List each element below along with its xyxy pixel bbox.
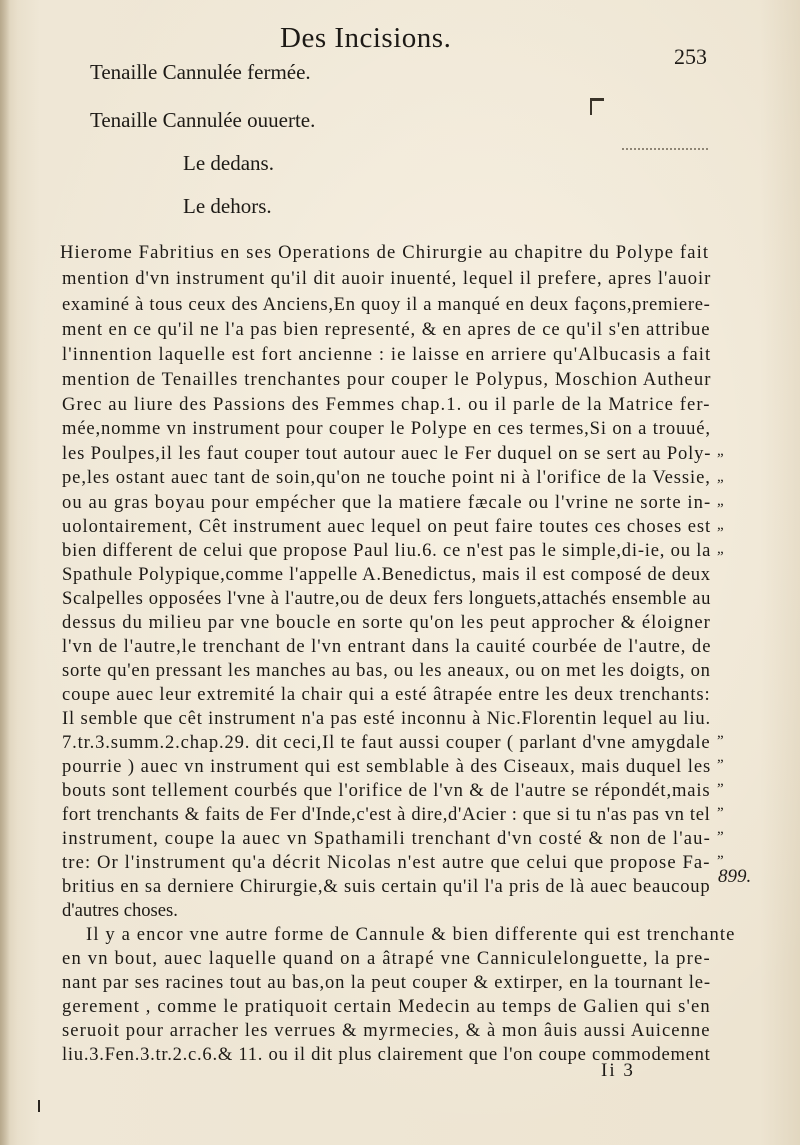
- text-line: d'autres choses.: [62, 900, 178, 921]
- text-line: mée,nomme vn instrument pour couper le Polype en ces termes,Si on a trouué,: [62, 418, 711, 439]
- signature-mark: Ii 3: [601, 1060, 635, 1081]
- text-line: coupe auec leur extremité la chair qui a esté âtrapée entre les deux trenchants:: [62, 684, 711, 705]
- quote-mark: „: [717, 443, 724, 459]
- ink-smudge: [622, 148, 708, 153]
- running-title: Des Incisions.: [280, 22, 452, 54]
- text-line: 7.tr.3.summ.2.chap.29. dit ceci,Il te faut aussi couper ( parlant d'vne amygdale: [62, 732, 711, 753]
- text-line: Scalpelles opposées l'vne à l'autre,ou de deux fers longuets,attachés ensemble au: [62, 588, 712, 609]
- text-line: nant par ses racines tout au bas,on la peut couper & extirper, en la tournant le-: [62, 972, 711, 993]
- margin-reference-number: 899.: [718, 866, 752, 887]
- quote-mark: „: [717, 493, 724, 509]
- text-line: mention de Tenailles trenchantes pour couper le Polypus, Moschion Autheur: [62, 369, 712, 390]
- quote-mark: „: [717, 749, 724, 765]
- text-line: Grec au liure des Passions des Femmes chap.1. ou il parle de la Matrice fer-: [62, 394, 711, 415]
- text-line: gerement , comme le pratiquoit certain Medecin au temps de Galien qui s'en: [62, 996, 711, 1017]
- page-number: 253: [674, 44, 707, 69]
- page-spine-shadow: [0, 0, 10, 1145]
- text-line-paragraph-start: Il y a encor vne autre forme de Cannule & bien differente qui est trenchante: [86, 924, 736, 945]
- quote-mark: „: [717, 797, 724, 813]
- text-line: les Poulpes,il les faut couper tout autour auec le Fer duquel on se sert au Poly-: [62, 443, 712, 464]
- text-line: sorte qu'en pressant les manches au bas, ou les aneaux, ou on met les doigts, on: [62, 660, 711, 681]
- text-line: uolontairement, Cêt instrument auec lequel on peut faire toutes ces choses est: [62, 516, 712, 537]
- text-line: ou au gras boyau pour empécher que la matiere fæcale ou l'vrine ne sorte in-: [62, 492, 712, 513]
- figure-label-closed-forceps: Tenaille Cannulée fermée.: [90, 60, 311, 84]
- quote-mark: „: [717, 725, 724, 741]
- figure-label-inside: Le dedans.: [183, 151, 274, 175]
- quote-mark: „: [717, 517, 724, 533]
- text-line: examiné à tous ceux des Anciens,En quoy il a manqué en deux façons,premiere-: [62, 294, 711, 315]
- text-line: l'vn de l'autre,le trenchant de l'vn entrant dans la cauité courbée de l'autre, de: [62, 636, 712, 657]
- text-line: Il semble que cêt instrument n'a pas esté inconnu à Nic.Florentin lequel au liu.: [62, 708, 712, 729]
- quote-mark: „: [717, 541, 724, 557]
- quote-mark: „: [717, 821, 724, 837]
- quote-mark: „: [717, 773, 724, 789]
- figure-label-outside: Le dehors.: [183, 194, 272, 218]
- text-line: pourrie ) auec vn instrument qui est semblable à des Ciseaux, mais duquel les: [62, 756, 712, 777]
- text-line: pe,les ostant auec tant de soin,qu'on ne touche point ni à l'orifice de la Vessie,: [62, 467, 711, 488]
- text-line: fort trenchants & faits de Fer d'Inde,c'est à dire,d'Acier : que si tu n'as pas vn tel: [62, 804, 711, 825]
- text-line: instrument, coupe la auec vn Spathamili trenchant d'vn costé & non de l'au-: [62, 828, 711, 849]
- figure-label-open-forceps: Tenaille Cannulée ouuerte.: [90, 108, 316, 132]
- text-line: en vn bout, auec laquelle quand on a âtrapé vne Canniculelonguette, la pre-: [62, 948, 711, 969]
- text-line: mention d'vn instrument qu'il dit auoir inuenté, lequel il prefere, apres l'auoir: [62, 268, 712, 289]
- text-line: seruoit pour arracher les verrues & myrmecies, & à mon âuis aussi Auicenne: [62, 1020, 711, 1041]
- text-line: bien different de celui que propose Paul liu.6. ce n'est pas le simple,di-ie, ou la: [62, 540, 712, 561]
- ink-mark: [590, 98, 604, 115]
- quote-mark: „: [717, 845, 724, 861]
- text-line: liu.3.Fen.3.tr.2.c.6.& 11. ou il dit plus clairement que l'on coupe commodement: [62, 1044, 711, 1065]
- ink-mark: [38, 1100, 48, 1112]
- quote-mark: „: [717, 469, 724, 485]
- text-line: britius en sa derniere Chirurgie,& suis certain qu'il l'a pris de là auec beaucoup: [62, 876, 711, 897]
- text-line: l'innention laquelle est fort ancienne : ie laisse en arriere qu'Albucasis a fait: [62, 344, 712, 365]
- text-line: dessus du milieu par vne boucle en sorte qu'on les peut approcher & éloigner: [62, 612, 711, 633]
- text-line: ment en ce qu'il ne l'a pas bien representé, & en apres de ce qu'il s'en attribue: [62, 319, 711, 340]
- text-line: Spathule Polypique,comme l'appelle A.Benedictus, mais il est composé de deux: [62, 564, 711, 585]
- text-line: tre: Or l'instrument qu'a décrit Nicolas n'est autre que celui que propose Fa-: [62, 852, 711, 873]
- text-line: bouts sont tellement courbés que l'orifice de l'vn & de l'autre se répondét,mais: [62, 780, 711, 801]
- text-line: Hierome Fabritius en ses Operations de Chirurgie au chapitre du Polype fait: [60, 242, 710, 263]
